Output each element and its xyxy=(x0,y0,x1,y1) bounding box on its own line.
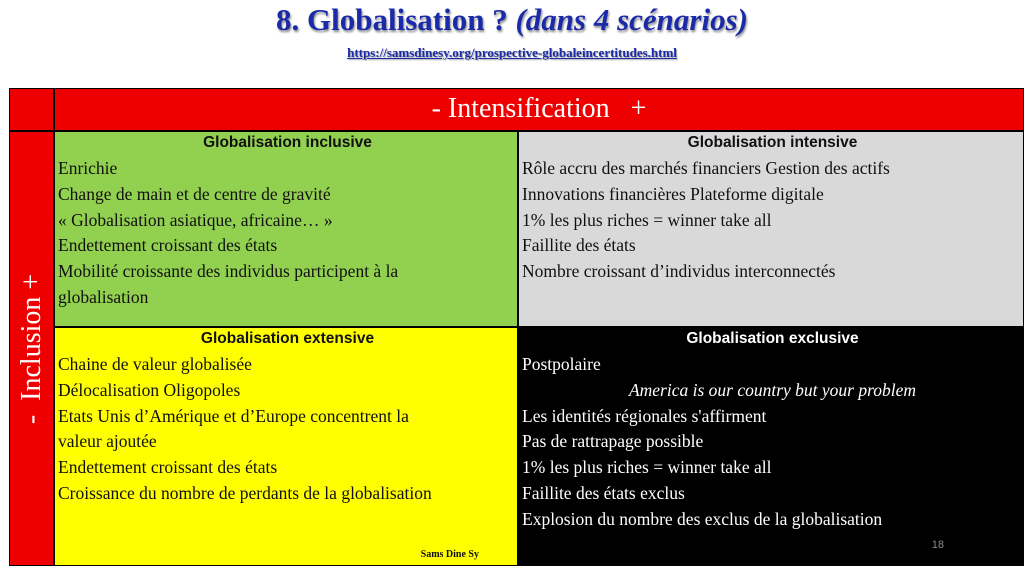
list-item: Mobilité croissante des individus participent à la xyxy=(58,261,399,282)
quadrant-heading: Globalisation extensive xyxy=(200,330,375,347)
quadrant-heading: Globalisation exclusive xyxy=(686,330,859,347)
list-item: Chaine de valeur globalisée xyxy=(58,354,252,374)
list-item: Change de main et de centre de gravité xyxy=(58,183,331,204)
list-item: Les identités régionales s'affirment xyxy=(522,405,767,426)
quadrant-exclusive xyxy=(518,327,1024,566)
list-item: Enrichie xyxy=(58,158,118,178)
quadrant-heading: Globalisation intensive xyxy=(687,134,858,151)
list-item: globalisation xyxy=(58,286,149,307)
list-item-quote: America is our country but your problem xyxy=(628,379,917,400)
source-link[interactable]: https://samsdinesy.org/prospective-globaleincertitudes.html xyxy=(347,45,677,60)
author-credit: Sams Dine Sy xyxy=(420,549,479,560)
list-item: Postpolaire xyxy=(522,354,601,374)
inclusion-axis xyxy=(9,131,54,566)
intensification-axis-label: - Intensification + xyxy=(54,88,1024,131)
quadrant-intensive xyxy=(518,131,1024,327)
slide-title xyxy=(0,2,1024,38)
title-main: 8. Globalisation ? xyxy=(276,2,508,37)
list-item: « Globalisation asiatique, africaine… » xyxy=(58,209,333,230)
list-item: Innovations financières Plateforme digitale xyxy=(522,183,824,204)
quadrant-inclusive xyxy=(54,131,518,327)
inclusion-axis-label: - Inclusion + xyxy=(15,273,47,424)
list-item: Croissance du nombre de perdants de la globalisation xyxy=(58,482,432,503)
list-item: Nombre croissant d’individus interconnectés xyxy=(522,261,836,282)
list-item: Etats Unis d’Amérique et d’Europe concentrent la xyxy=(58,405,409,426)
quadrant-extensive xyxy=(54,327,518,566)
list-item: Endettement croissant des états xyxy=(58,235,278,256)
list-item: 1% les plus riches = winner take all xyxy=(522,209,772,230)
quadrant-heading: Globalisation inclusive xyxy=(203,134,372,151)
list-item: Faillite des états exclus xyxy=(522,482,685,503)
matrix-corner xyxy=(9,88,54,131)
list-item: valeur ajoutée xyxy=(58,431,157,452)
list-item: Faillite des états xyxy=(522,235,636,256)
list-item: Pas de rattrapage possible xyxy=(522,431,704,452)
list-item: Rôle accru des marchés financiers Gestion des actifs xyxy=(522,158,890,178)
scenario-matrix xyxy=(9,88,1024,566)
list-item: 1% les plus riches = winner take all xyxy=(522,457,772,478)
list-item: Délocalisation Oligopoles xyxy=(58,379,241,400)
title-subtitle: (dans 4 scénarios) xyxy=(515,2,748,37)
list-item: Endettement croissant des états xyxy=(58,457,278,478)
list-item: Explosion du nombre des exclus de la globalisation xyxy=(522,508,883,529)
page-number: 18 xyxy=(931,539,944,551)
